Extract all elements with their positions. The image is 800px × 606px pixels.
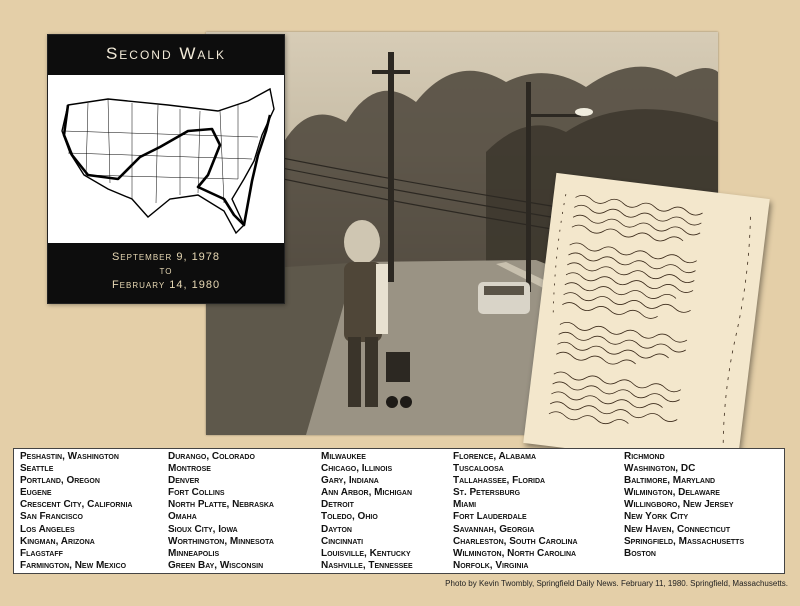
city-item: Washington, DC: [624, 463, 696, 475]
start-date: September 9, 1978: [111, 251, 221, 263]
city-item: Willingboro, New Jersey: [624, 499, 734, 511]
city-item: Detroit: [321, 499, 354, 511]
cities-column-2: [168, 451, 274, 572]
city-item: Peshastin, Washington: [20, 451, 119, 462]
city-item: New Haven, Connecticut: [624, 523, 731, 535]
city-item: Louisville, Kentucky: [321, 547, 411, 559]
city-item: Richmond: [624, 451, 665, 462]
city-item: Seattle: [20, 463, 54, 475]
city-item: Miami: [453, 499, 477, 511]
city-item: Gary, Indiana: [321, 475, 379, 487]
city-item: Portland, Oregon: [20, 475, 100, 487]
city-item: Fort Lauderdale: [453, 511, 527, 523]
city-item: Nashville, Tennessee: [321, 559, 413, 571]
photo-credit: Photo by Kevin Twombly, Springfield Daily News. February 11, 1980. Springfield, Massachusetts.: [445, 579, 788, 588]
city-item: Crescent City, California: [20, 499, 133, 511]
cities-column-4: [453, 451, 578, 572]
city-item: Savannah, Georgia: [453, 523, 535, 535]
city-item: Kingman, Arizona: [20, 535, 95, 547]
route-map-card: [47, 34, 285, 304]
city-item: Minneapolis: [168, 547, 220, 559]
cities-column-3: [321, 451, 413, 572]
city-item: Denver: [168, 475, 200, 487]
city-item: Los Angeles: [20, 523, 75, 535]
city-item: Omaha: [168, 511, 197, 523]
handwriting-image: [523, 173, 770, 469]
city-item: Flagstaff: [20, 547, 63, 559]
city-item: Montrose: [168, 463, 211, 475]
city-item: Milwaukee: [321, 451, 366, 462]
city-item: Ann Arbor, Michigan: [321, 487, 413, 499]
to-label: to: [159, 265, 173, 277]
city-item: Springfield, Massachusetts: [624, 535, 745, 547]
end-date: February 14, 1980: [111, 279, 221, 291]
city-item: Norfolk, Virginia: [453, 559, 529, 571]
walk-dates: [48, 243, 284, 303]
cities-column-5: [624, 451, 744, 560]
city-item: Green Bay, Wisconsin: [168, 559, 264, 571]
city-item: St. Petersburg: [453, 487, 521, 499]
cities-column-1: [20, 451, 132, 572]
city-item: Durango, Colorado: [168, 451, 255, 462]
city-item: Baltimore, Maryland: [624, 475, 716, 487]
city-item: San Francisco: [20, 511, 84, 523]
city-item: Tuscaloosa: [453, 463, 504, 475]
city-item: Worthington, Minnesota: [168, 535, 274, 547]
city-item: Tallahassee, Florida: [453, 475, 546, 487]
city-item: Eugene: [20, 487, 52, 499]
city-item: Florence, Alabama: [453, 451, 537, 462]
us-map-icon: [48, 75, 284, 243]
city-item: Toledo, Ohio: [321, 511, 378, 523]
handwritten-letter: [523, 173, 770, 469]
us-route-map: [48, 75, 284, 243]
city-item: Wilmington, Delaware: [624, 487, 720, 499]
cities-list: [13, 448, 785, 574]
city-item: Wilmington, North Carolina: [453, 547, 577, 559]
city-item: Farmington, New Mexico: [20, 559, 127, 571]
city-item: Dayton: [321, 523, 352, 535]
city-item: Charleston, South Carolina: [453, 535, 578, 547]
city-item: North Platte, Nebraska: [168, 499, 274, 511]
city-item: Chicago, Illinois: [321, 463, 393, 475]
city-item: Boston: [624, 547, 656, 559]
city-item: New York City: [624, 511, 689, 523]
city-item: Sioux City, Iowa: [168, 523, 238, 535]
city-item: Fort Collins: [168, 487, 225, 499]
map-title: Second Walk: [48, 35, 284, 75]
city-item: Cincinnati: [321, 535, 364, 547]
